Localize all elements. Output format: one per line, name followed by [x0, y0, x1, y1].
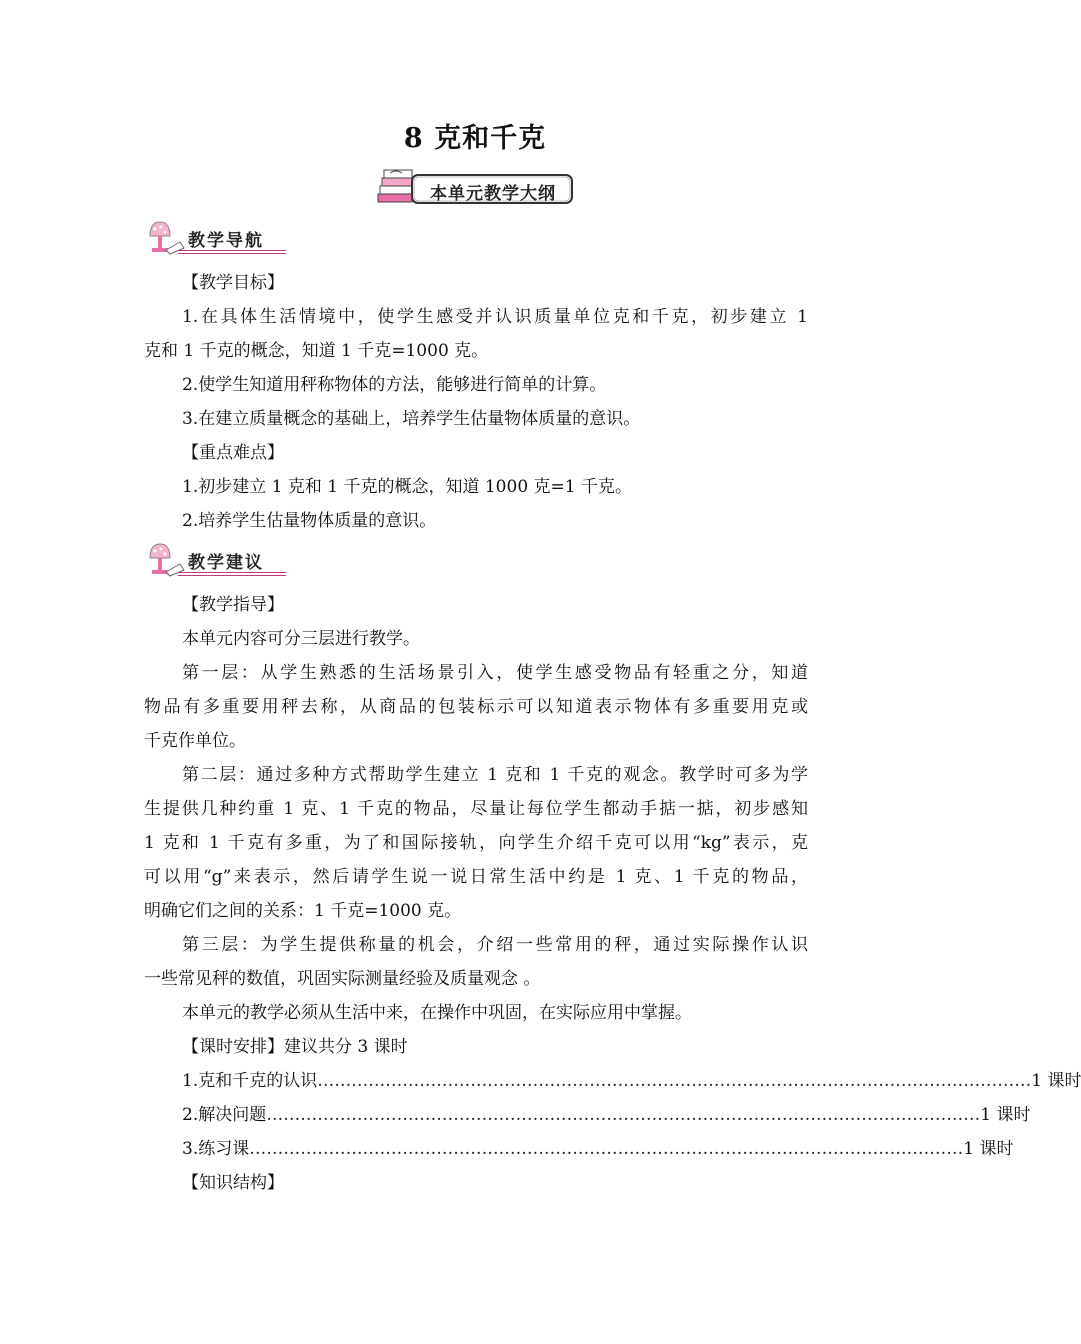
leader-dots: ……………………………………………………………………………………………………………… — [317, 1071, 1032, 1091]
layer1-text-cont: 物品有多重要用秤去称，从商品的包装标示可以知道表示物体有多重要用克或 — [144, 697, 808, 717]
goal-item-3: 3.在建立质量概念的基础上，培养学生估量物体质量的意识。 — [182, 409, 641, 429]
divider — [178, 572, 286, 573]
layer3-text: 第三层：为学生提供称量的机会，介绍一些常用的秤，通过实际操作认识 — [182, 935, 808, 955]
layer2-text: 第二层：通过多种方式帮助学生建立 1 克和 1 千克的观念。教学时可多为学 — [182, 765, 808, 785]
keypoints-heading: 【重点难点】 — [182, 443, 284, 463]
layer2-text-end: 明确它们之间的关系：1 千克=1000 克。 — [144, 901, 462, 921]
layer3-text-end: 一些常见秤的数值，巩固实际测量经验及质量观念 。 — [144, 969, 541, 989]
divider — [178, 253, 286, 254]
lamp-icon — [142, 218, 186, 258]
leader-dots: ……………………………………………………………………………………………………………… — [266, 1105, 981, 1125]
teaching-nav-heading — [142, 218, 292, 258]
guide-intro: 本单元内容可分三层进行教学。 — [182, 629, 420, 649]
divider — [178, 250, 286, 251]
divider — [178, 575, 286, 576]
schedule-item — [144, 1064, 1081, 1098]
goal-item-1-cont: 克和 1 千克的概念，知道 1 千克=1000 克。 — [144, 341, 489, 361]
schedule-item-hours: 1 课时 — [980, 1105, 1031, 1125]
layer2-text-cont: 1 克和 1 千克有多重，为了和国际接轨，向学生介绍千克可以用“kg”表示，克 — [144, 833, 808, 853]
teaching-suggest-heading — [142, 540, 292, 580]
lamp-icon — [142, 540, 186, 580]
structure-heading: 【知识结构】 — [182, 1173, 284, 1193]
teaching-suggest-label: 教学建议 — [188, 553, 264, 573]
guide-section — [144, 588, 1081, 1200]
goals-section — [144, 266, 808, 538]
schedule-item-hours: 1 课时 — [963, 1139, 1014, 1159]
layer1-text-end: 千克作单位。 — [144, 731, 246, 751]
schedule-item-hours: 1 课时 — [1031, 1071, 1081, 1091]
schedule-item — [144, 1132, 1014, 1166]
guide-heading: 【教学指导】 — [182, 595, 284, 615]
schedule-item-name: 1.克和千克的认识 — [182, 1071, 318, 1091]
goal-item-2: 2.使学生知道用秤称物体的方法，能够进行简单的计算。 — [182, 375, 607, 395]
guide-summary: 本单元的教学必须从生活中来，在操作中巩固，在实际应用中掌握。 — [182, 1003, 692, 1023]
schedule-item-name: 3.练习课 — [182, 1139, 250, 1159]
layer1-text: 第一层：从学生熟悉的生活场景引入，使学生感受物品有轻重之分，知道 — [182, 663, 808, 683]
layer2-text-cont: 生提供几种约重 1 克、1 千克的物品，尽量让每位学生都动手掂一掂，初步感知 — [144, 799, 808, 819]
schedule-item — [144, 1098, 1031, 1132]
goal-item-1: 1.在具体生活情境中，使学生感受并认识质量单位克和千克，初步建立 1 — [182, 307, 808, 327]
schedule-item-name: 2.解决问题 — [182, 1105, 267, 1125]
keypoint-item-1: 1.初步建立 1 克和 1 千克的概念，知道 1000 克=1 千克。 — [182, 477, 633, 497]
unit-outline-banner — [374, 166, 576, 212]
keypoint-item-2: 2.培养学生估量物体质量的意识。 — [182, 511, 437, 531]
leader-dots: ……………………………………………………………………………………………………………… — [249, 1139, 964, 1159]
schedule-heading: 【课时安排】建议共分 3 课时 — [182, 1037, 408, 1057]
goals-heading: 【教学目标】 — [182, 273, 284, 293]
teaching-nav-label: 教学导航 — [188, 231, 264, 251]
page-title: 8 克和千克 — [403, 123, 547, 154]
banner-text: 本单元教学大纲 — [430, 184, 556, 204]
layer2-text-cont: 可以用“g”来表示，然后请学生说一说日常生活中约是 1 克、1 千克的物品， — [144, 867, 808, 887]
